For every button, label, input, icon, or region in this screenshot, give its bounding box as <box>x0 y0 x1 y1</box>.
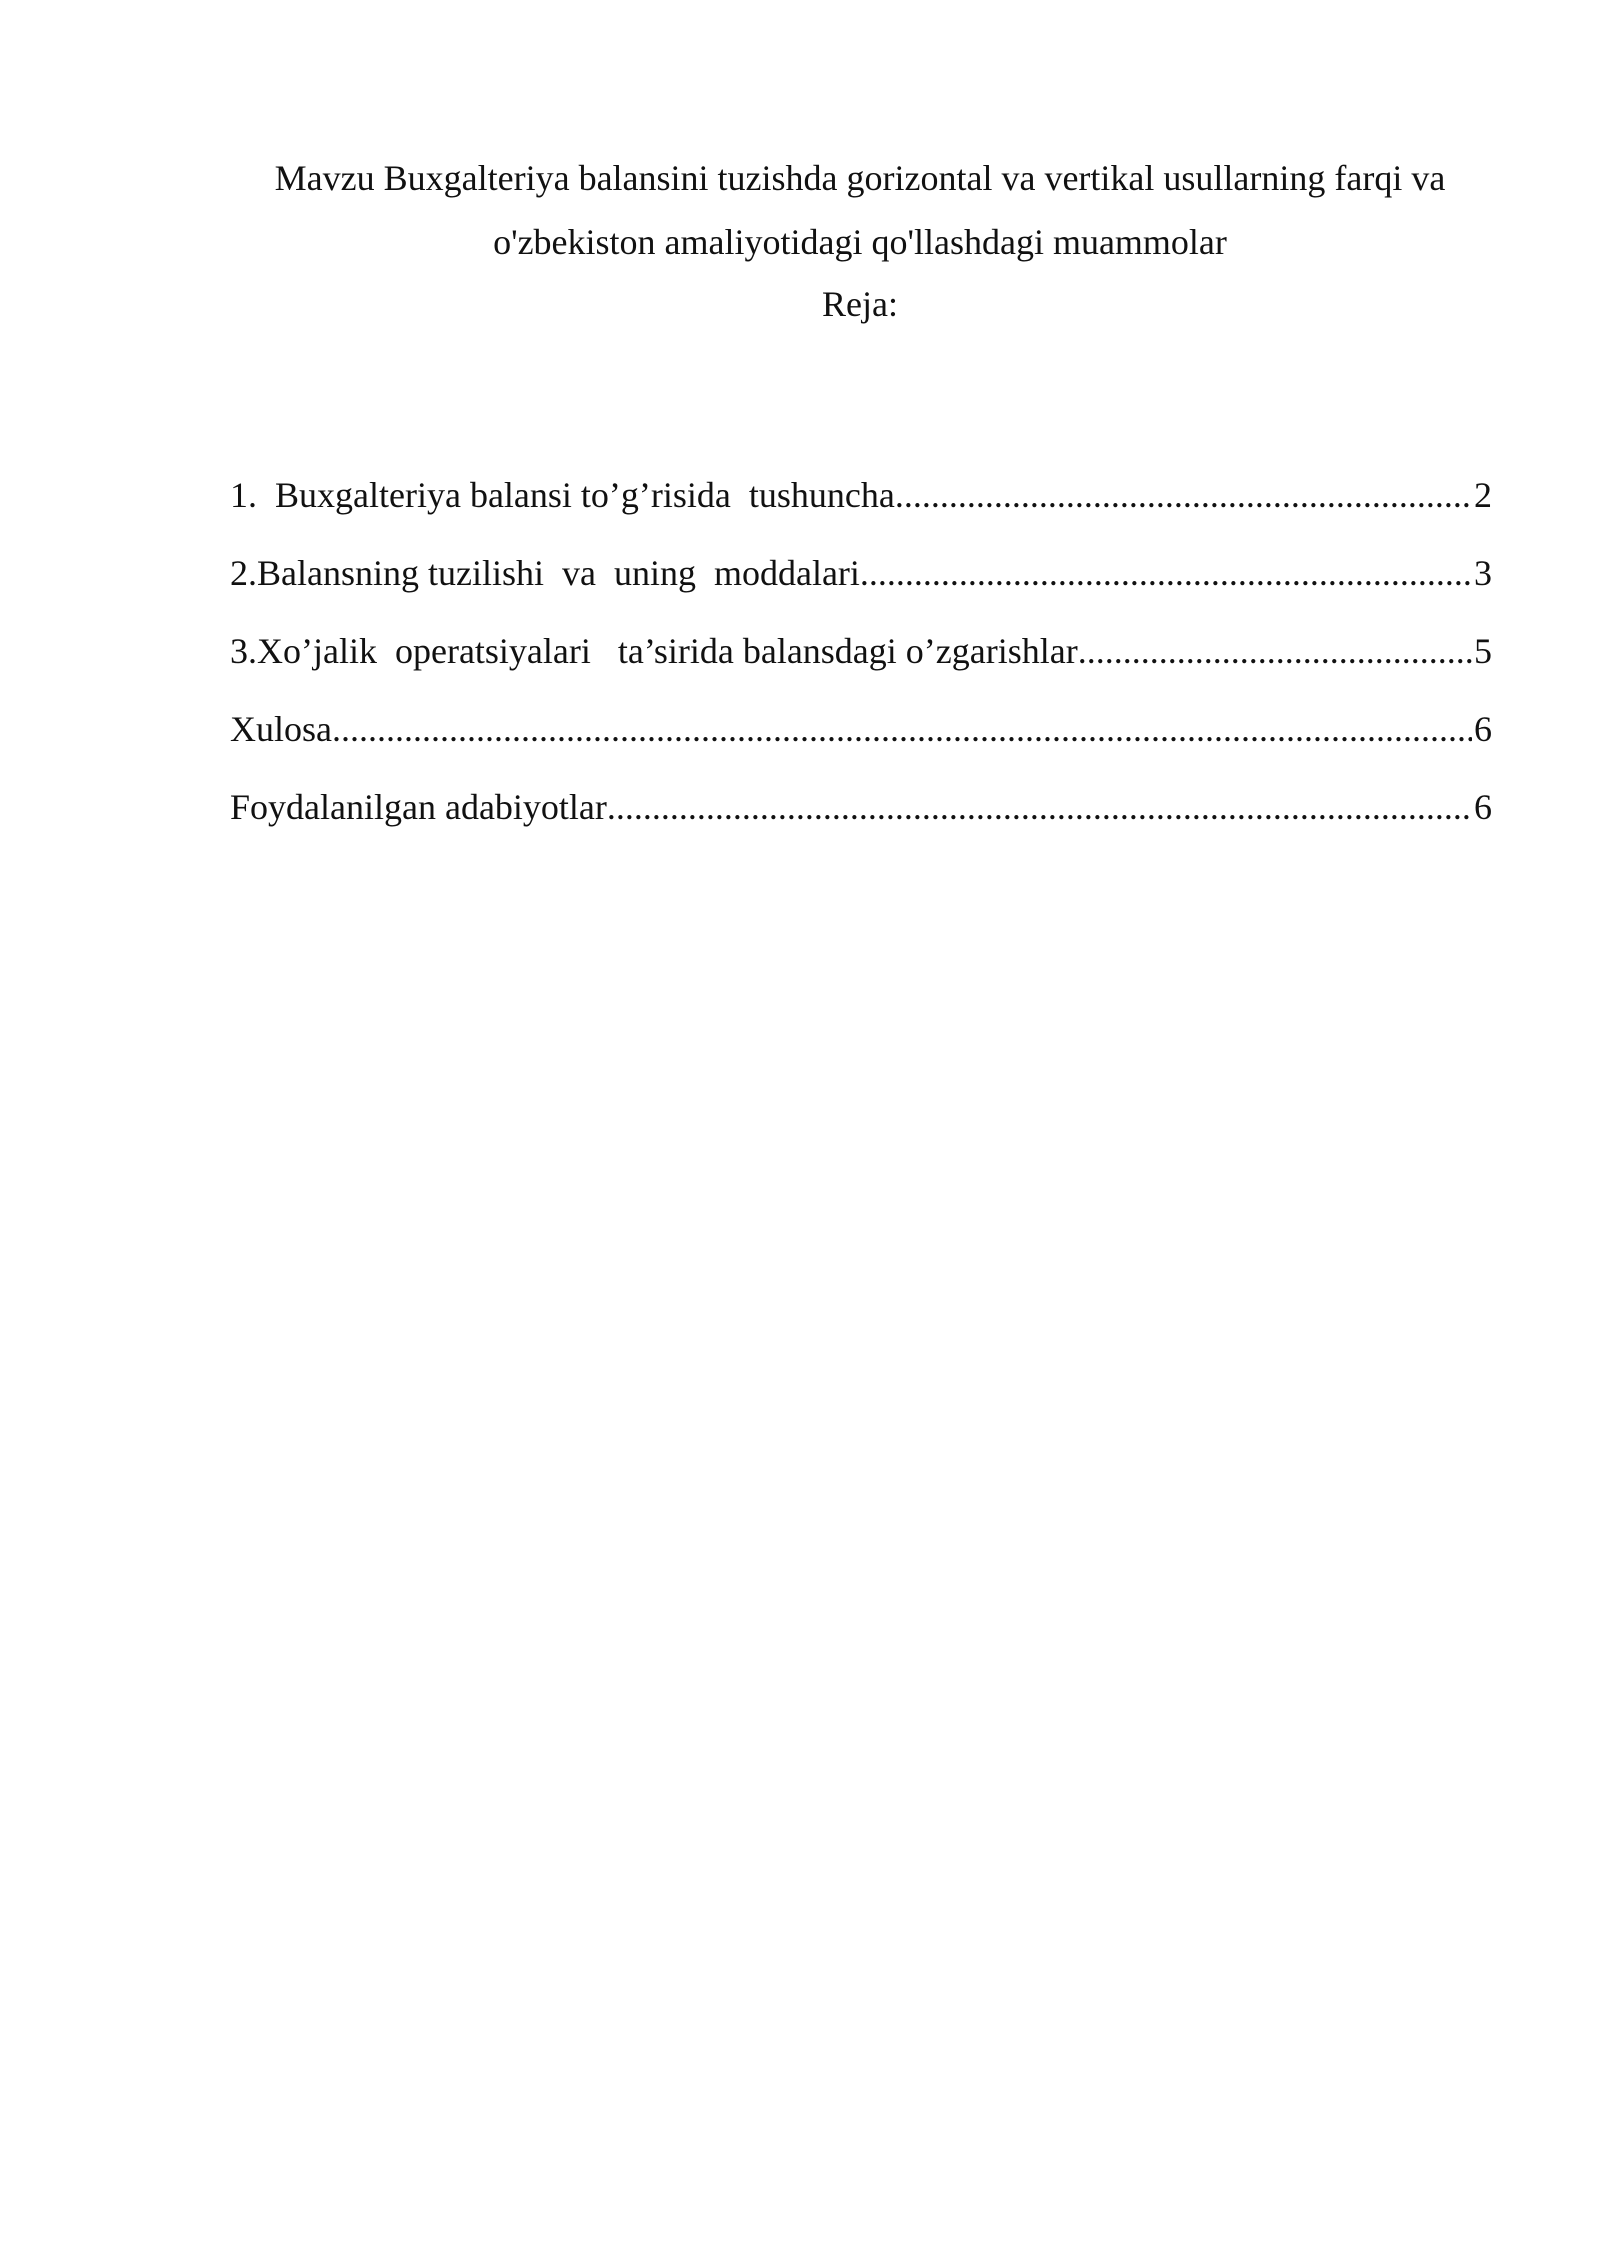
toc-dot-leader <box>860 552 1472 594</box>
toc-dot-leader <box>607 786 1472 828</box>
toc-entry-text: Foydalanilgan adabiyotlar <box>230 787 607 827</box>
toc-page-number: 3 <box>1474 553 1492 593</box>
toc-entry-text: 2.Balansning tuzilishi va uning moddalari <box>230 553 860 593</box>
toc-page-number: 6 <box>1474 709 1492 749</box>
toc-entry-text: Xulosa <box>230 709 332 749</box>
toc-entry <box>230 786 1492 864</box>
toc-page-number: 6 <box>1474 787 1492 827</box>
table-of-contents <box>230 474 1492 864</box>
toc-dot-leader <box>895 474 1472 516</box>
toc-dot-leader <box>1078 630 1472 672</box>
toc-dot-leader <box>332 708 1472 750</box>
toc-entry-text: 3.Xo’jalik operatsiyalari ta’sirida balansdagi o’zgarishlar <box>230 631 1078 671</box>
toc-entry-text: 1. Buxgalteriya balansi to’g’risida tushuncha <box>230 475 895 515</box>
toc-page-number: 2 <box>1474 475 1492 515</box>
toc-entry <box>230 552 1492 630</box>
toc-entry <box>230 474 1492 552</box>
plan-heading: Reja: <box>822 284 898 324</box>
toc-entry <box>230 708 1492 786</box>
toc-entry <box>230 630 1492 708</box>
document-title <box>230 146 1490 274</box>
toc-page-number: 5 <box>1474 631 1492 671</box>
title-line-1: Mavzu Buxgalteriya balansini tuzishda gorizontal va vertikal usullarning farqi va <box>274 158 1446 198</box>
title-line-2: o'zbekiston amaliyotidagi qo'llashdagi muammolar <box>493 222 1227 262</box>
